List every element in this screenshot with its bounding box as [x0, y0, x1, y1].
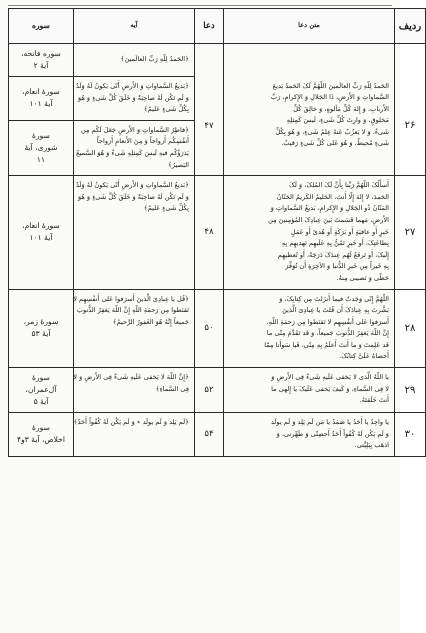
sura-reference	[9, 120, 74, 175]
aya-line: بِکُلِّ شَیءٍ عَلیمٌ﴾	[143, 204, 189, 213]
sura-line: آیهٔ ۱۰۱	[29, 233, 53, 243]
header-index: ردیف	[395, 9, 426, 44]
table-row	[9, 289, 426, 368]
header-dua-text: متن دعا	[224, 9, 395, 44]
aya-line: بِکُلِّ شَیءٍ عَلیمٌ﴾	[143, 105, 189, 114]
dua-text-line: خَیرٍ أَو عافیَةٍ أَو بَرَکَةٍ أَو هُدیً أَو عَمَلٍ	[290, 227, 389, 236]
sura-line: سورهٔ انعام،	[22, 87, 60, 97]
aya-text	[74, 413, 195, 457]
aya-line: ﴿إِنَّ اللّهَ لا یَخفی عَلَیهِ شَیءٌ فِی الأَرضِ وَ لا	[73, 373, 189, 382]
table-row	[9, 413, 426, 457]
sura-line: سورهٔ	[32, 423, 50, 433]
dua-text-line: إِلَیکَ، أَو تَرفَعُ لَهُم عِندَکَ دَرَجَةً، أَو تُعطیهِم	[277, 250, 389, 259]
sura-line: سورهٔ	[32, 373, 50, 383]
sura-line: سورهٔ انعام،	[22, 221, 60, 231]
header-aya: آیه	[74, 9, 195, 44]
dua-text-line: الأَرضِ، مَهما قَسَمتَ بَینَ عِبادِکَ المُؤمِنینَ مِن	[268, 215, 389, 224]
dua-text-line: الأَربابِ، وَ إِلهَ کُلِّ مَألوهٍ، وَ خالِقَ کُلِّ	[293, 104, 389, 113]
dua-text-line: اذهَب بِبَلِیَّتی.	[354, 441, 389, 450]
sura-line: آل‌عمران،	[25, 385, 57, 395]
dua-text-line: یا اللّهُ الَّذی لا یَخفی عَلَیهِ شَیءٌ فِی الأَرضِ وَ	[271, 373, 389, 382]
dua-text	[224, 368, 395, 413]
header-row	[9, 9, 426, 44]
dua-number: ۴۸	[195, 176, 224, 289]
dua-number-cell	[195, 44, 224, 77]
table-row	[9, 77, 426, 121]
aya-line: یَذرَؤُکُم فیهِ لَیسَ کَمِثلِهِ شَیءٌ وَ هُوَ السَّمیعُ	[76, 148, 189, 157]
index-cell	[395, 44, 426, 77]
dua-text-line: بَشَّرتَ بِهِ عِبادَکَ أَن قُلتَ یا عِبادِیَ الَّذینَ	[282, 306, 389, 315]
table-row	[9, 176, 426, 289]
table-body	[9, 44, 426, 457]
sura-reference	[9, 176, 74, 289]
sura-cell	[9, 44, 74, 77]
aya-line: البَصیرُ﴾	[167, 160, 189, 169]
sura-line: آیهٔ ۵	[33, 397, 49, 407]
aya-line: ﴿فاطِرُ السَّماواتِ وَ الأَرضِ جَعَلَ لَکُم مِن	[80, 125, 189, 134]
sura-line: شوری، آیهٔ	[24, 142, 58, 152]
sura-line: سورهٔ زمر،	[23, 317, 59, 327]
header-dua: دعا	[195, 9, 224, 44]
dua-number: ۴۷	[195, 77, 224, 176]
aya-line: ﴿لَم یَلِد وَ لَم یولَد ٭ وَ لَم یَکُن لَهُ کُفُواً أَحَدٌ﴾	[73, 418, 189, 427]
row-index: ۲۸	[395, 289, 426, 368]
dua-text-cell	[224, 44, 395, 77]
sura-line: آیهٔ ۱۰۱	[29, 99, 53, 109]
row-index: ۳۰	[395, 413, 426, 457]
top-rule	[8, 5, 392, 6]
row-index: ۲۶	[395, 77, 426, 176]
row-index: ۲۷	[395, 176, 426, 289]
aya-line: فِی السَّماءِ﴾	[155, 384, 189, 393]
sura-line: آیهٔ ۵۳	[31, 329, 51, 339]
dua-text	[224, 413, 395, 457]
dua-text-line: یا واحِدُ یا أَحَدُ یا صَمَدُ یا مَن لَم یَلِد وَ لَم یولَد	[270, 418, 389, 427]
dua-text-line: بِهِ خَیراً مِن خَیرِ الدُّنیا وَ الآخِرَةِ أَن تُوَفِّرَ	[285, 262, 389, 271]
dua-text-line: إِنَّ اللّهَ یَغفِرُ الذُّنوبَ جَمیعاً، وَ قَد تَقَدَّمَ مِنّی ما	[266, 329, 389, 338]
aya-line: وَ لَم تَکُن لَهُ صاحِبَةٌ وَ خَلَقَ کُلَّ شَیءٍ وَ هُوَ	[77, 192, 189, 201]
dua-text-line: حَظّی وَ نَصیبی مِنهُ.	[336, 273, 389, 282]
dua-number: ۵۲	[195, 368, 224, 413]
dua-text-line: وَ لَم یَکُن لَهُ کُفُواً أَحَدٌ أَحصِنّی وَ طَهِّرنی، وَ	[276, 429, 389, 438]
table-row	[9, 44, 426, 77]
aya-line: وَ لَم تَکُن لَهُ صاحِبَةٌ وَ خَلَقَ کُلَّ شَیءٍ وَ هُوَ	[77, 93, 189, 102]
aya-text	[74, 368, 195, 413]
dua-text-line: شَیءٍ مُحیطٌ، وَ هُوَ عَلی کُلِّ شَیءٍ رَقیبٌ.	[281, 139, 389, 148]
sura-line: ۱۱	[36, 154, 46, 164]
aya-line: جَمیعاً إِنَّهُ هُوَ الغَفورُ الرَّحیمُ﴾	[112, 317, 189, 326]
dua-text-line: قَد عَلِمتَ وَ ما أَنتَ أَعلَمُ بِهِ مِنّی، فَیا سَوأَتا مِمّا	[264, 340, 389, 349]
aya-line: تَقنَطوا مِن رَحمَةِ اللّهِ إِنَّ اللّهَ یَغفِرُ الذُّنوبَ	[76, 306, 189, 315]
aya-text	[74, 77, 195, 121]
dua-text-line: أَسأَلُکَ اللّهُمَّ رَبَّنا بِأَنَّ لَکَ المُلکَ، وَ لَکَ	[289, 181, 389, 190]
table-row	[9, 368, 426, 413]
dua-number: ۵۰	[195, 289, 224, 368]
sura-reference	[9, 413, 74, 457]
dua-text-line: الحَمدَ، لا إِلهَ إِلّا أَنتَ، الحَلیمُ الکَریمُ الحَنّانُ	[276, 192, 389, 201]
aya-line: ﴿قُل یا عِبادِیَ الَّذینَ أَسرَفوا عَلی أَنفُسِهِم لا	[73, 294, 189, 303]
dua-text-line: الحَمدُ لِلّهِ رَبِّ العالَمینَ اللّهُمَّ لَکَ الحَمدُ بَدیعَ	[272, 81, 389, 90]
sura-line: آیهٔ ۲	[33, 61, 49, 70]
dua-text-line: مَخلوقٍ، وَ وارِثَ کُلِّ شَیءٍ، لَیسَ کَمِثلِهِ	[286, 116, 389, 125]
dua-text-line: شَیءٌ، وَ لا یَعزُبُ عَنهُ عِلمُ شَیءٍ، وَ هُوَ بِکُلِّ	[275, 127, 389, 136]
sura-reference	[9, 77, 74, 121]
aya-text	[74, 289, 195, 368]
dua-table	[8, 8, 426, 457]
aya-line: ﴿بَدیعُ السَّماواتِ وَ الأَرضِ أَنّی یَکونُ لَهُ وَلَدٌ	[76, 82, 189, 90]
aya-line: ﴿الحَمدُ لِلّهِ رَبِّ العالَمینَ﴾	[120, 55, 189, 64]
dua-text-line: لا فِی السَّماءِ، وَ کَیفَ یَخفی عَلَیکَ یا إِلهی ما	[271, 384, 389, 393]
sura-line: سوره فاتحه،	[21, 49, 61, 58]
dua-text-line: السَّماواتِ وَ الأَرضِ، ذَا الجَلالِ وَ الإِکرامِ، رَبَّ	[270, 93, 389, 102]
sura-line: اخلاص، آیهٔ ۳و۴	[17, 435, 65, 445]
aya-text	[74, 176, 195, 289]
dua-number: ۵۴	[195, 413, 224, 457]
dua-text	[224, 289, 395, 368]
dua-text-line: أَنتَ خَلَقتَهُ.	[359, 396, 389, 405]
aya-cell	[74, 44, 195, 77]
aya-text	[74, 120, 195, 175]
row-index: ۲۹	[395, 368, 426, 413]
aya-line: ﴿بَدیعُ السَّماواتِ وَ الأَرضِ أَنّی یَکونُ لَهُ وَلَدٌ	[76, 181, 189, 190]
header-sura: سوره	[9, 9, 74, 44]
dua-text-line: أَحصاهُ عَلَیَّ کِتابُکَ.	[339, 352, 389, 361]
dua-text-line: اللّهُمَّ إِنّی وَجَدتُ فیما أَنزَلتَ مِن کِتابِکَ، وَ	[279, 294, 389, 303]
dua-text-line: أَسرَفوا عَلی أَنفُسِهِم لا تَقنَطوا مِن رَحمَةِ اللّهِ،	[266, 317, 389, 326]
dua-text	[224, 77, 395, 176]
dua-text-line: بِطاعَتِکَ، أَو خَیرٍ تَمُنُّ بِهِ عَلَیهِم تَهدیهِم بِهِ	[281, 239, 389, 248]
aya-line: أَنفُسِکُم أَزواجاً وَ مِنَ الأَنعامِ أَزواجاً	[96, 137, 189, 146]
sura-line: سورهٔ	[32, 130, 50, 140]
sura-reference	[9, 289, 74, 368]
dua-text-line: المَنّانُ ذُو الجَلالِ وَ الإِکرامِ، بَدیعُ السَّماواتِ وَ	[270, 204, 389, 213]
sura-reference	[9, 368, 74, 413]
dua-text	[224, 176, 395, 289]
